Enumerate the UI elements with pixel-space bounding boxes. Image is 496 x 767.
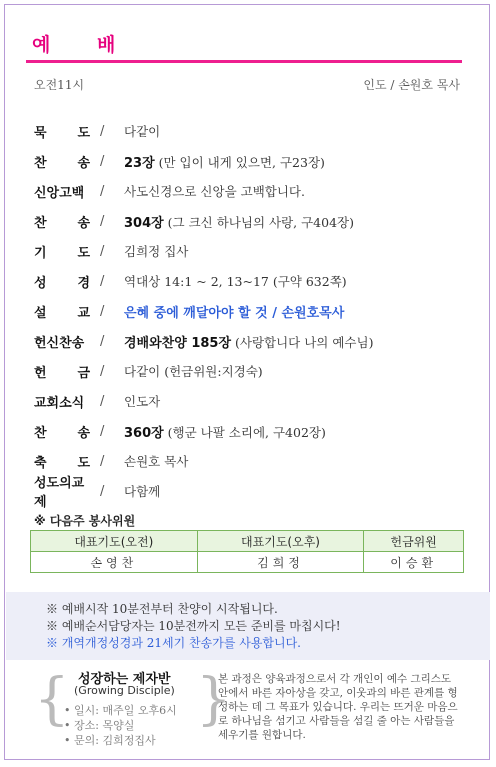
order-label: 찬 송 bbox=[34, 425, 90, 441]
next-week-table bbox=[30, 530, 464, 573]
order-separator: / bbox=[100, 213, 105, 229]
order-content bbox=[124, 272, 347, 290]
service-leader: 인도 / 손원호 목사 bbox=[363, 78, 460, 92]
notice-line: ※ 예배순서담당자는 10분전까지 모든 준비를 마칩시다! bbox=[46, 619, 341, 633]
order-label: 신앙고백 bbox=[34, 185, 85, 201]
growing-disciple-section bbox=[34, 667, 460, 748]
order-separator: / bbox=[100, 153, 105, 169]
order-text: 역대상 14:1 ~ 2, 13~17 (구약 632쪽) bbox=[124, 274, 347, 289]
order-separator: / bbox=[100, 393, 105, 409]
title-rule bbox=[26, 60, 462, 63]
order-text: 다같이 (헌금위원:지경숙) bbox=[124, 364, 263, 379]
order-content bbox=[124, 332, 373, 351]
order-label: 기 도 bbox=[34, 245, 90, 261]
growing-item: • 문의: 김희정집사 bbox=[64, 734, 156, 747]
order-content bbox=[124, 452, 188, 470]
order-text: 김희정 집사 bbox=[124, 244, 189, 259]
growing-item: • 장소: 목양실 bbox=[64, 719, 135, 732]
order-row bbox=[34, 416, 464, 446]
notice-line: ※ 개역개정성경과 21세기 찬송가를 사용합니다. bbox=[46, 636, 301, 650]
service-time: 오전11시 bbox=[34, 78, 85, 92]
order-content bbox=[124, 212, 354, 231]
hymn-number: 304장 bbox=[124, 215, 164, 231]
duty-name: 이승환 bbox=[364, 552, 464, 573]
order-separator: / bbox=[100, 333, 105, 349]
order-content bbox=[124, 182, 305, 200]
duty-name: 김희정 bbox=[197, 552, 364, 573]
duty-header: 대표기도(오후) bbox=[197, 531, 364, 552]
hymn-number: 경배와찬양 185장 bbox=[124, 335, 232, 351]
order-separator: / bbox=[100, 423, 105, 439]
notice-box bbox=[6, 592, 490, 660]
order-label: 성도의교제 bbox=[34, 476, 85, 510]
order-label: 헌신찬송 bbox=[34, 335, 85, 351]
left-brace-icon: { bbox=[34, 667, 70, 732]
order-text: 다같이 bbox=[124, 124, 161, 139]
order-separator: / bbox=[100, 483, 105, 499]
order-text: (사랑합니다 나의 예수님) bbox=[231, 334, 374, 350]
duty-header: 헌금위원 bbox=[364, 531, 464, 552]
order-separator: / bbox=[100, 183, 105, 199]
order-separator: / bbox=[100, 363, 105, 379]
order-row bbox=[34, 236, 464, 266]
order-text: 손원호 목사 bbox=[124, 454, 189, 469]
order-text: 다함께 bbox=[124, 484, 161, 499]
order-text: 사도신경으로 신앙을 고백합니다. bbox=[124, 184, 305, 199]
order-label: 묵 도 bbox=[34, 125, 90, 141]
order-text: (만 입이 내게 있으면, 구23장) bbox=[154, 154, 325, 170]
order-content bbox=[124, 152, 325, 171]
order-of-worship bbox=[34, 116, 464, 510]
order-label: 축 도 bbox=[34, 455, 90, 471]
order-content bbox=[124, 122, 160, 140]
order-row bbox=[34, 476, 464, 510]
order-content bbox=[124, 482, 160, 500]
order-separator: / bbox=[100, 303, 105, 319]
order-separator: / bbox=[100, 243, 105, 259]
order-label: 찬 송 bbox=[34, 215, 90, 231]
order-separator: / bbox=[100, 273, 105, 289]
order-label: 설 교 bbox=[34, 305, 90, 321]
growing-description: 본 과정은 양육과정으로서 각 개인이 예수 그리스도 안에서 바른 자아상을 갖고, 이웃과의 바른 관계를 형성하는 데 그 목표가 있습니다. 우리는 뜨거운 마음으로 하나님을 섬기고 사람들을 섬길 줄 아는 사람들을 세우기를 원합니다. bbox=[218, 673, 458, 741]
order-text: (그 크신 하나님의 사랑, 구404장) bbox=[163, 214, 354, 230]
growing-subtitle: (Growing Disciple) bbox=[74, 684, 175, 697]
order-text: 인도자 bbox=[124, 394, 161, 409]
notice-line: ※ 예배시작 10분전부터 찬양이 시작됩니다. bbox=[46, 602, 278, 616]
order-content bbox=[124, 422, 326, 441]
order-row bbox=[34, 206, 464, 236]
order-label: 성 경 bbox=[34, 275, 90, 291]
right-brace-icon: } bbox=[196, 667, 232, 732]
order-row bbox=[34, 356, 464, 386]
order-text: 은혜 중에 깨달아야 할 것 / 손원호목사 bbox=[124, 305, 345, 321]
duty-header: 대표기도(오전) bbox=[31, 531, 198, 552]
order-separator: / bbox=[100, 123, 105, 139]
order-label: 교회소식 bbox=[34, 395, 85, 411]
order-content bbox=[124, 362, 263, 380]
order-row bbox=[34, 296, 464, 326]
order-content bbox=[124, 392, 160, 410]
order-separator: / bbox=[100, 453, 105, 469]
order-row bbox=[34, 266, 464, 296]
hymn-number: 360장 bbox=[124, 425, 164, 441]
order-row bbox=[34, 176, 464, 206]
order-content bbox=[124, 242, 188, 260]
order-text: (행군 나팔 소리에, 구402장) bbox=[163, 424, 326, 440]
order-content bbox=[124, 302, 344, 321]
order-label: 헌 금 bbox=[34, 365, 90, 381]
order-row bbox=[34, 116, 464, 146]
duty-name: 손영찬 bbox=[31, 552, 198, 573]
page-title: 예 배 bbox=[32, 34, 136, 56]
growing-title: 성장하는 제자반 bbox=[78, 672, 171, 687]
order-row bbox=[34, 326, 464, 356]
growing-item: • 일시: 매주일 오후6시 bbox=[64, 704, 177, 717]
order-label: 찬 송 bbox=[34, 155, 90, 171]
order-row bbox=[34, 386, 464, 416]
hymn-number: 23장 bbox=[124, 155, 155, 171]
order-row bbox=[34, 146, 464, 176]
next-week-title: ※ 다음주 봉사위원 bbox=[34, 514, 136, 528]
